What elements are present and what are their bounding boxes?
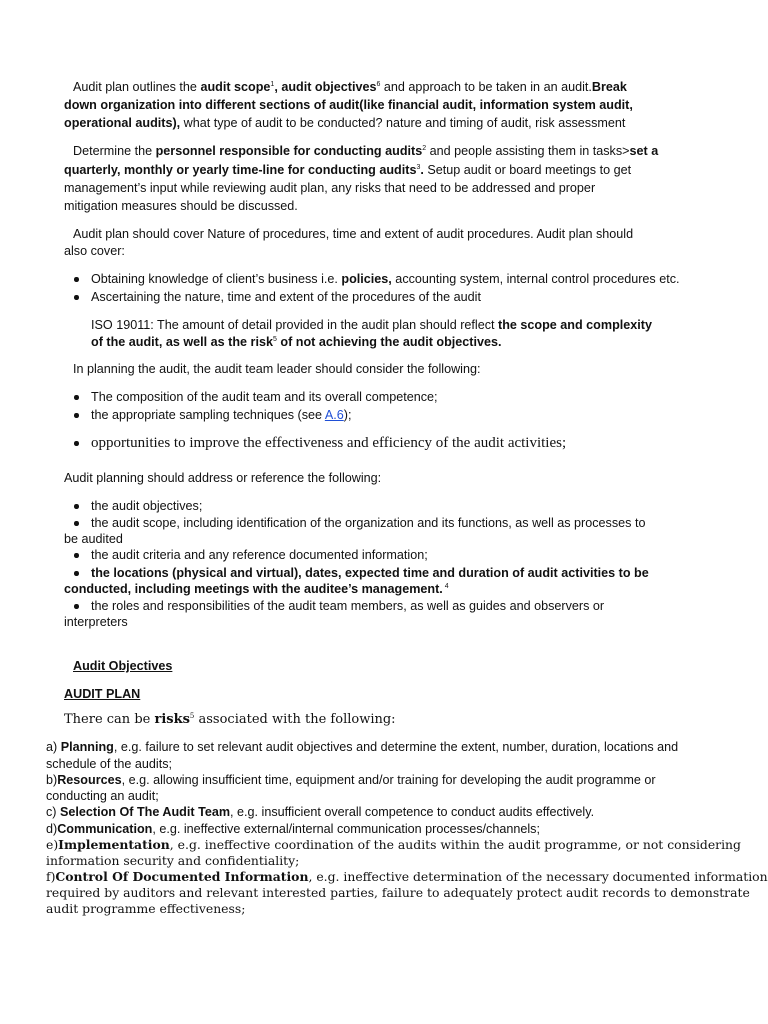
list-item: Obtaining knowledge of client’s business i.e. policies, accounting system, internal control procedures etc. <box>91 272 680 286</box>
risk-planning: a) Planning, e.g. failure to set relevant audit objectives and determine the extent, number, duration, locations and <box>46 740 679 754</box>
p2-line-4: mitigation measures should be discussed. <box>64 199 298 213</box>
audit-objectives-heading: Audit Objectives <box>73 659 173 673</box>
p2-line-3: management’s input while reviewing audit plan, any risks that need to be addressed and proper <box>64 181 596 195</box>
p1-line-3: operational audits), what type of audit to be conducted? nature and timing of audit, risk assessment <box>64 116 626 130</box>
risk-planning-cont: schedule of the audits; <box>46 757 173 771</box>
risk-documented-info-cont: audit programme effectiveness; <box>46 901 246 916</box>
list-item: the audit scope, including identification of the organization and its functions, as well as processes to <box>91 516 646 530</box>
list-item: the appropriate sampling techniques (see A.6); <box>91 408 352 422</box>
p2-line-2: quarterly, monthly or yearly time-line for conducting audits$^3$. Setup audit or board meetings to get <box>64 163 632 177</box>
iso-line-1: ISO 19011: The amount of detail provided in the audit plan should reflect the scope and complexity <box>91 318 652 332</box>
p1-line-2: down organization into different sections of audit(like financial audit, information system audit, <box>64 98 633 112</box>
risk-team-selection: c) Selection Of The Audit Team, e.g. insufficient overall competence to conduct audits effectively. <box>46 805 595 819</box>
reference-link[interactable]: A.6 <box>324 408 344 422</box>
risk-implementation-cont: information security and confidentiality; <box>46 853 300 868</box>
planning-intro: In planning the audit, the audit team leader should consider the following: <box>73 362 481 376</box>
risk-resources-cont: conducting an audit; <box>46 789 159 803</box>
list-item-continuation: be audited <box>64 532 123 546</box>
list-item: the locations (physical and virtual), dates, expected time and duration of audit activities to be <box>91 566 649 580</box>
risk-resources: b)Resources, e.g. allowing insufficient time, equipment and/or training for developing the audit programme or <box>46 773 656 787</box>
risk-implementation: e)Implementation, e.g. ineffective coordination of the audits within the audit programme, or not considering <box>46 837 741 852</box>
risk-documented-info: f)Control Of Documented Information, e.g. ineffective determination of the necessary documented information <box>46 869 768 884</box>
p2-line-1: Determine the personnel responsible for conducting audits$^2$ and people assisting them in tasks>set a <box>73 144 659 158</box>
list-item: the audit criteria and any reference documented information; <box>91 548 428 562</box>
audit-plan-heading: AUDIT PLAN <box>64 687 141 701</box>
iso-line-2: of the audit, as well as the risk$^5$ of not achieving the audit objectives. <box>91 335 502 349</box>
list-item-continuation: conducted, including meetings with the auditee’s management. $^4$ <box>64 582 449 596</box>
risk-documented-info-cont: required by auditors and relevant interested parties, failure to adequately protect audit records to demonstrate <box>46 885 750 900</box>
p1-line-1: Audit plan outlines the audit scope$^1$, audit objectives$^6$ and approach to be taken in an audit.Break <box>73 80 627 94</box>
list-item-continuation: interpreters <box>64 615 128 629</box>
p3-line-2: also cover: <box>64 244 125 258</box>
address-intro: Audit planning should address or reference the following: <box>64 471 382 485</box>
list-item: The composition of the audit team and its overall competence; <box>91 390 438 404</box>
p3-line-1: Audit plan should cover Nature of procedures, time and extent of audit procedures. Audit plan should <box>73 227 634 241</box>
risks-intro: There can be risks$^5$ associated with the following: <box>64 712 396 727</box>
list-item: the audit objectives; <box>91 499 203 513</box>
risk-communication: d)Communication, e.g. ineffective external/internal communication processes/channels; <box>46 822 540 836</box>
list-item: the roles and responsibilities of the audit team members, as well as guides and observers or <box>91 599 605 613</box>
list-item: opportunities to improve the effectiveness and efficiency of the audit activities; <box>91 435 567 451</box>
list-item: Ascertaining the nature, time and extent of the procedures of the audit <box>91 290 481 304</box>
